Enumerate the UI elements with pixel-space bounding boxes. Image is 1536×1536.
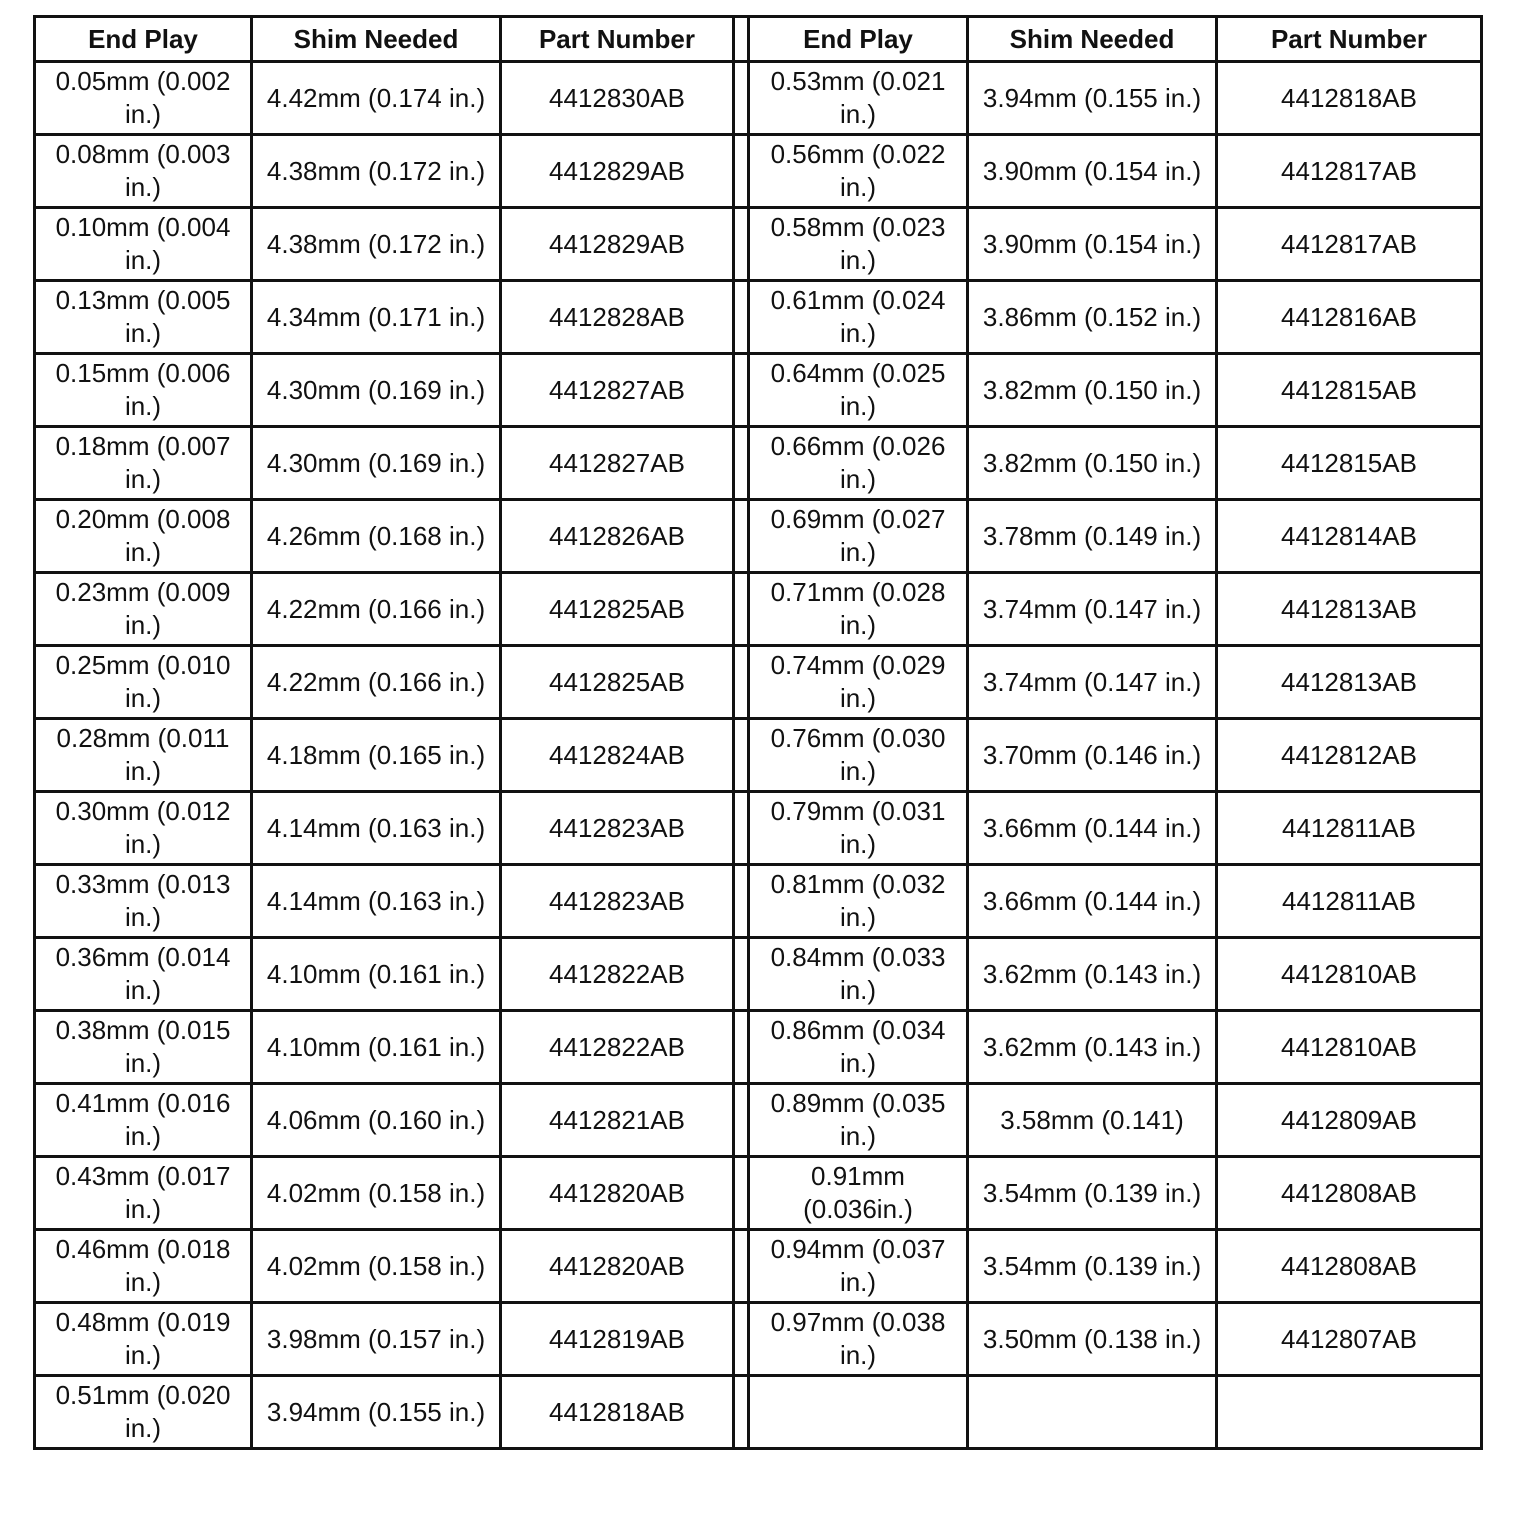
cell-part-number-left: 4412823AB [501,792,734,865]
cell-end-play-right: 0.94mm (0.037 in.) [749,1230,968,1303]
cell-end-play-right [749,1376,968,1449]
cell-end-play-right: 0.97mm (0.038 in.) [749,1303,968,1376]
cell-end-play-right: 0.79mm (0.031 in.) [749,792,968,865]
cell-part-number-left: 4412824AB [501,719,734,792]
cell-end-play-right: 0.81mm (0.032 in.) [749,865,968,938]
table-row [35,281,1482,354]
column-divider [734,719,749,792]
cell-shim-needed-right: 3.62mm (0.143 in.) [968,1011,1217,1084]
cell-end-play-left: 0.38mm (0.015 in.) [35,1011,252,1084]
column-divider [734,792,749,865]
table-row [35,646,1482,719]
cell-shim-needed-left: 4.34mm (0.171 in.) [252,281,501,354]
cell-end-play-right: 0.53mm (0.021 in.) [749,62,968,135]
cell-shim-needed-left: 4.02mm (0.158 in.) [252,1230,501,1303]
cell-part-number-right: 4412815AB [1217,427,1482,500]
table-row [35,792,1482,865]
cell-shim-needed-right: 3.54mm (0.139 in.) [968,1157,1217,1230]
cell-shim-needed-right: 3.66mm (0.144 in.) [968,792,1217,865]
cell-part-number-left: 4412820AB [501,1157,734,1230]
cell-shim-needed-left: 3.94mm (0.155 in.) [252,1376,501,1449]
cell-shim-needed-left: 4.14mm (0.163 in.) [252,792,501,865]
header-end-play-right: End Play [749,17,968,62]
cell-shim-needed-left: 4.22mm (0.166 in.) [252,646,501,719]
cell-shim-needed-left: 4.30mm (0.169 in.) [252,354,501,427]
cell-shim-needed-left: 4.22mm (0.166 in.) [252,573,501,646]
cell-end-play-left: 0.10mm (0.004 in.) [35,208,252,281]
cell-shim-needed-right: 3.74mm (0.147 in.) [968,573,1217,646]
table-row [35,1376,1482,1449]
header-part-number-left: Part Number [501,17,734,62]
cell-end-play-left: 0.41mm (0.016 in.) [35,1084,252,1157]
cell-shim-needed-right: 3.50mm (0.138 in.) [968,1303,1217,1376]
table-row [35,1011,1482,1084]
cell-part-number-right: 4412818AB [1217,62,1482,135]
cell-end-play-left: 0.33mm (0.013 in.) [35,865,252,938]
cell-end-play-left: 0.18mm (0.007 in.) [35,427,252,500]
cell-shim-needed-left: 4.38mm (0.172 in.) [252,135,501,208]
column-divider [734,1157,749,1230]
cell-part-number-left: 4412823AB [501,865,734,938]
cell-part-number-left: 4412825AB [501,646,734,719]
header-shim-needed-left: Shim Needed [252,17,501,62]
cell-end-play-right: 0.56mm (0.022 in.) [749,135,968,208]
cell-shim-needed-right: 3.90mm (0.154 in.) [968,135,1217,208]
cell-part-number-left: 4412819AB [501,1303,734,1376]
cell-part-number-left: 4412822AB [501,938,734,1011]
column-divider [734,1376,749,1449]
cell-shim-needed-right: 3.86mm (0.152 in.) [968,281,1217,354]
cell-part-number-left: 4412821AB [501,1084,734,1157]
cell-shim-needed-right: 3.90mm (0.154 in.) [968,208,1217,281]
cell-part-number-left: 4412826AB [501,500,734,573]
table-row [35,865,1482,938]
cell-shim-needed-left: 4.30mm (0.169 in.) [252,427,501,500]
cell-part-number-right: 4412808AB [1217,1230,1482,1303]
cell-shim-needed-right: 3.70mm (0.146 in.) [968,719,1217,792]
cell-end-play-left: 0.15mm (0.006 in.) [35,354,252,427]
table-row [35,719,1482,792]
cell-end-play-right: 0.91mm (0.036in.) [749,1157,968,1230]
cell-end-play-right: 0.58mm (0.023 in.) [749,208,968,281]
cell-part-number-left: 4412822AB [501,1011,734,1084]
table-row [35,1084,1482,1157]
cell-part-number-right: 4412816AB [1217,281,1482,354]
cell-part-number-left: 4412820AB [501,1230,734,1303]
cell-shim-needed-left: 4.10mm (0.161 in.) [252,938,501,1011]
cell-shim-needed-right: 3.94mm (0.155 in.) [968,62,1217,135]
cell-shim-needed-left: 4.38mm (0.172 in.) [252,208,501,281]
table-body [35,62,1482,1449]
cell-part-number-right [1217,1376,1482,1449]
column-divider [734,646,749,719]
cell-shim-needed-left: 4.18mm (0.165 in.) [252,719,501,792]
cell-part-number-right: 4412813AB [1217,573,1482,646]
cell-end-play-right: 0.84mm (0.033 in.) [749,938,968,1011]
column-divider [734,208,749,281]
cell-shim-needed-right: 3.78mm (0.149 in.) [968,500,1217,573]
column-divider [734,62,749,135]
header-part-number-right: Part Number [1217,17,1482,62]
cell-part-number-left: 4412830AB [501,62,734,135]
cell-shim-needed-left: 4.14mm (0.163 in.) [252,865,501,938]
cell-end-play-right: 0.66mm (0.026 in.) [749,427,968,500]
table-row [35,135,1482,208]
cell-shim-needed-right: 3.82mm (0.150 in.) [968,354,1217,427]
cell-part-number-left: 4412825AB [501,573,734,646]
cell-part-number-right: 4412812AB [1217,719,1482,792]
column-divider [734,354,749,427]
column-divider [734,1011,749,1084]
cell-shim-needed-right: 3.58mm (0.141) [968,1084,1217,1157]
table-row [35,208,1482,281]
cell-end-play-right: 0.86mm (0.034 in.) [749,1011,968,1084]
column-divider [734,135,749,208]
table-row [35,938,1482,1011]
cell-part-number-left: 4412829AB [501,135,734,208]
table-row [35,1230,1482,1303]
cell-part-number-right: 4412817AB [1217,208,1482,281]
cell-end-play-left: 0.05mm (0.002 in.) [35,62,252,135]
table-row [35,1303,1482,1376]
cell-part-number-right: 4412814AB [1217,500,1482,573]
column-divider [734,427,749,500]
column-divider [734,1084,749,1157]
cell-end-play-right: 0.61mm (0.024 in.) [749,281,968,354]
cell-end-play-left: 0.20mm (0.008 in.) [35,500,252,573]
table-row [35,354,1482,427]
cell-shim-needed-right [968,1376,1217,1449]
table-row [35,62,1482,135]
cell-part-number-left: 4412818AB [501,1376,734,1449]
cell-part-number-right: 4412810AB [1217,938,1482,1011]
cell-end-play-left: 0.43mm (0.017 in.) [35,1157,252,1230]
cell-part-number-right: 4412815AB [1217,354,1482,427]
table-row [35,573,1482,646]
cell-end-play-right: 0.71mm (0.028 in.) [749,573,968,646]
column-divider [734,17,749,62]
cell-end-play-left: 0.28mm (0.011 in.) [35,719,252,792]
cell-part-number-right: 4412817AB [1217,135,1482,208]
cell-end-play-left: 0.23mm (0.009 in.) [35,573,252,646]
cell-part-number-right: 4412811AB [1217,792,1482,865]
cell-shim-needed-right: 3.66mm (0.144 in.) [968,865,1217,938]
cell-shim-needed-right: 3.74mm (0.147 in.) [968,646,1217,719]
cell-end-play-right: 0.64mm (0.025 in.) [749,354,968,427]
cell-end-play-left: 0.46mm (0.018 in.) [35,1230,252,1303]
column-divider [734,865,749,938]
cell-shim-needed-left: 4.02mm (0.158 in.) [252,1157,501,1230]
cell-part-number-left: 4412827AB [501,354,734,427]
column-divider [734,938,749,1011]
cell-end-play-left: 0.08mm (0.003 in.) [35,135,252,208]
column-divider [734,500,749,573]
cell-end-play-left: 0.48mm (0.019 in.) [35,1303,252,1376]
column-divider [734,1230,749,1303]
cell-end-play-right: 0.69mm (0.027 in.) [749,500,968,573]
cell-shim-needed-right: 3.62mm (0.143 in.) [968,938,1217,1011]
cell-shim-needed-left: 4.26mm (0.168 in.) [252,500,501,573]
column-divider [734,1303,749,1376]
cell-end-play-right: 0.76mm (0.030 in.) [749,719,968,792]
cell-shim-needed-right: 3.54mm (0.139 in.) [968,1230,1217,1303]
cell-end-play-right: 0.74mm (0.029 in.) [749,646,968,719]
cell-end-play-left: 0.51mm (0.020 in.) [35,1376,252,1449]
cell-shim-needed-right: 3.82mm (0.150 in.) [968,427,1217,500]
cell-part-number-right: 4412810AB [1217,1011,1482,1084]
cell-part-number-right: 4412808AB [1217,1157,1482,1230]
cell-part-number-right: 4412813AB [1217,646,1482,719]
column-divider [734,573,749,646]
table-row [35,427,1482,500]
cell-part-number-right: 4412807AB [1217,1303,1482,1376]
cell-part-number-left: 4412829AB [501,208,734,281]
header-shim-needed-right: Shim Needed [968,17,1217,62]
cell-part-number-right: 4412809AB [1217,1084,1482,1157]
header-end-play-left: End Play [35,17,252,62]
cell-end-play-left: 0.36mm (0.014 in.) [35,938,252,1011]
cell-end-play-left: 0.30mm (0.012 in.) [35,792,252,865]
table-row [35,500,1482,573]
shim-selection-table [33,15,1483,1450]
cell-shim-needed-left: 4.42mm (0.174 in.) [252,62,501,135]
header-row [35,17,1482,62]
column-divider [734,281,749,354]
cell-part-number-left: 4412827AB [501,427,734,500]
cell-end-play-left: 0.25mm (0.010 in.) [35,646,252,719]
table-row [35,1157,1482,1230]
cell-shim-needed-left: 4.10mm (0.161 in.) [252,1011,501,1084]
cell-part-number-right: 4412811AB [1217,865,1482,938]
cell-end-play-right: 0.89mm (0.035 in.) [749,1084,968,1157]
cell-shim-needed-left: 3.98mm (0.157 in.) [252,1303,501,1376]
cell-part-number-left: 4412828AB [501,281,734,354]
cell-end-play-left: 0.13mm (0.005 in.) [35,281,252,354]
cell-shim-needed-left: 4.06mm (0.160 in.) [252,1084,501,1157]
